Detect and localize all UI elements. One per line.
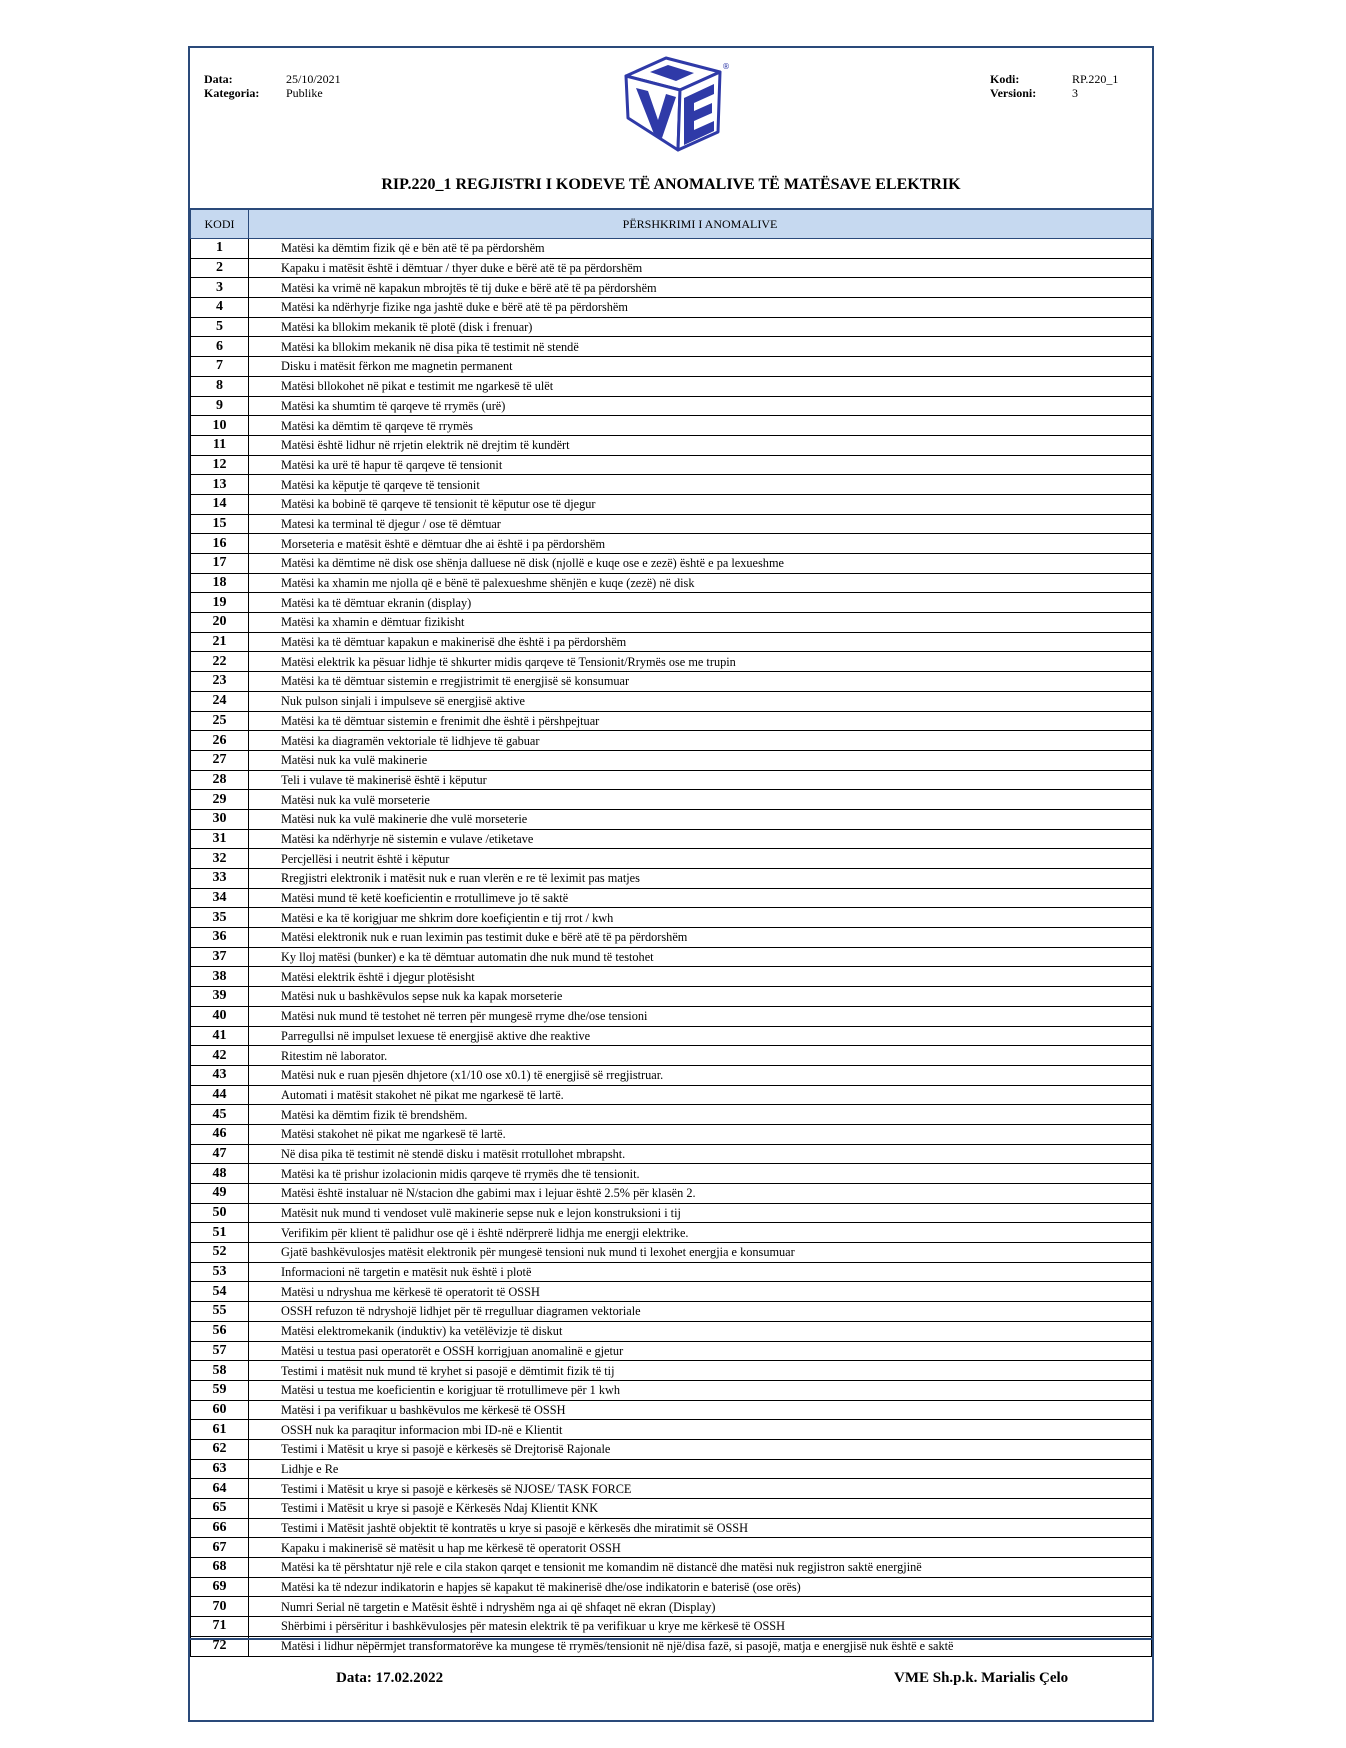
table-row <box>191 888 1152 908</box>
anomaly-description: Matësi ka të prishur izolacionin midis qarqeve të rrymës dhe të tensionit. <box>249 1164 1152 1184</box>
anomaly-code: 69 <box>191 1577 249 1597</box>
anomaly-description: Matësi ka dëmtim të qarqeve të rrymës <box>249 416 1152 436</box>
version-label: Versioni: <box>990 86 1037 100</box>
anomaly-code: 9 <box>191 396 249 416</box>
anomaly-description: Lidhje e Re <box>249 1459 1152 1479</box>
table-row <box>191 1538 1152 1558</box>
anomaly-code: 59 <box>191 1380 249 1400</box>
anomaly-code: 19 <box>191 593 249 613</box>
anomaly-description: Matësi e ka të korigjuar me shkrim dore koefiçientin e tij rrot / kwh <box>249 908 1152 928</box>
document-frame <box>188 46 1154 1722</box>
anomaly-description: Matesi ka terminal të djegur / ose të dëmtuar <box>249 514 1152 534</box>
table-row <box>191 396 1152 416</box>
anomaly-description: Matësi u testua me koeficientin e korigjuar të rrotullimeve për 1 kwh <box>249 1380 1152 1400</box>
anomaly-code: 39 <box>191 987 249 1007</box>
anomaly-code: 35 <box>191 908 249 928</box>
anomaly-description: Matësi nuk ka vulë makinerie dhe vulë morseterie <box>249 809 1152 829</box>
anomaly-description: Matësi ka dëmtim fizik që e bën atë të pa përdorshëm <box>249 239 1152 259</box>
table-row <box>191 1380 1152 1400</box>
anomaly-description: Matësi elektromekanik (induktiv) ka vetëlëvizje të diskut <box>249 1321 1152 1341</box>
anomaly-description: Testimi i Matësit u krye si pasojë e Kërkesës Ndaj Klientit KNK <box>249 1499 1152 1519</box>
anomaly-code: 20 <box>191 613 249 633</box>
table-row <box>191 337 1152 357</box>
meta-right <box>990 72 1118 100</box>
anomaly-code: 65 <box>191 1499 249 1519</box>
anomaly-code: 36 <box>191 928 249 948</box>
anomaly-description: Matësi nuk u bashkëvulos sepse nuk ka kapak morseterie <box>249 987 1152 1007</box>
anomaly-code: 44 <box>191 1085 249 1105</box>
document-header <box>190 48 1152 208</box>
table-row <box>191 1184 1152 1204</box>
anomaly-code: 22 <box>191 652 249 672</box>
anomaly-description: Matësi ka ndërhyrje në sistemin e vulave /etiketave <box>249 829 1152 849</box>
anomaly-description: Matësi mund të ketë koeficientin e rrotullimeve jo të saktë <box>249 888 1152 908</box>
table-row <box>191 1420 1152 1440</box>
anomaly-description: Disku i matësit fërkon me magnetin permanent <box>249 357 1152 377</box>
anomaly-code: 66 <box>191 1518 249 1538</box>
table-row <box>191 1124 1152 1144</box>
anomaly-description: Matësi është instaluar në N/stacion dhe gabimi max i lejuar është 2.5% për klasën 2. <box>249 1184 1152 1204</box>
anomaly-code: 61 <box>191 1420 249 1440</box>
category-value: Publike <box>286 86 323 100</box>
anomaly-code: 68 <box>191 1558 249 1578</box>
anomaly-code: 25 <box>191 711 249 731</box>
date-label: Data: <box>204 72 233 86</box>
anomaly-code: 13 <box>191 475 249 495</box>
anomaly-description: Testimi i Matësit jashtë objektit të kontratës u krye si pasojë e kërkesës dhe miratimit së OSSH <box>249 1518 1152 1538</box>
table-header-row <box>191 209 1152 239</box>
anomaly-description: OSSH refuzon të ndryshojë lidhjet për të rregulluar diagramen vektoriale <box>249 1302 1152 1322</box>
anomaly-code: 5 <box>191 317 249 337</box>
anomaly-description: OSSH nuk ka paraqitur informacion mbi ID-në e Klientit <box>249 1420 1152 1440</box>
table-row <box>191 1065 1152 1085</box>
anomaly-code: 7 <box>191 357 249 377</box>
footer-company: VME Sh.p.k. Marialis Çelo <box>894 1670 1069 1686</box>
anomaly-code: 23 <box>191 672 249 692</box>
date-value: 25/10/2021 <box>286 72 341 86</box>
anomaly-code: 15 <box>191 514 249 534</box>
table-row <box>191 1026 1152 1046</box>
table-row <box>191 1577 1152 1597</box>
anomaly-description: Automati i matësit stakohet në pikat me ngarkesë të lartë. <box>249 1085 1152 1105</box>
anomaly-code: 6 <box>191 337 249 357</box>
anomaly-description: Ky lloj matësi (bunker) e ka të dëmtuar automatin dhe nuk mund të testohet <box>249 947 1152 967</box>
table-row <box>191 1439 1152 1459</box>
table-row <box>191 809 1152 829</box>
anomaly-description: Matësi ka të dëmtuar kapakun e makinerisë dhe është i pa përdorshëm <box>249 632 1152 652</box>
anomaly-code: 2 <box>191 258 249 278</box>
anomaly-code: 47 <box>191 1144 249 1164</box>
anomaly-code: 30 <box>191 809 249 829</box>
table-row <box>191 494 1152 514</box>
anomaly-code: 70 <box>191 1597 249 1617</box>
table-row <box>191 1617 1152 1637</box>
anomaly-code: 11 <box>191 435 249 455</box>
anomaly-code: 40 <box>191 1006 249 1026</box>
anomaly-description: Matësi stakohet në pikat me ngarkesë të lartë. <box>249 1124 1152 1144</box>
anomaly-code: 63 <box>191 1459 249 1479</box>
table-row <box>191 691 1152 711</box>
anomaly-description: Parregullsi në impulset lexuese të energjisë aktive dhe reaktive <box>249 1026 1152 1046</box>
column-header-description: PËRSHKRIMI I ANOMALIVE <box>249 209 1152 239</box>
anomaly-code: 60 <box>191 1400 249 1420</box>
table-row <box>191 711 1152 731</box>
table-row <box>191 1164 1152 1184</box>
table-row <box>191 967 1152 987</box>
table-row <box>191 1006 1152 1026</box>
anomaly-description: Rregjistri elektronik i matësit nuk e ruan vlerën e re të leximit pas matjes <box>249 869 1152 889</box>
table-row <box>191 1459 1152 1479</box>
table-body <box>191 239 1152 1657</box>
anomaly-code: 14 <box>191 494 249 514</box>
anomaly-code: 26 <box>191 731 249 751</box>
anomaly-description: Ritestim në laborator. <box>249 1046 1152 1066</box>
anomaly-code: 51 <box>191 1223 249 1243</box>
table-row <box>191 1046 1152 1066</box>
table-row <box>191 613 1152 633</box>
anomaly-description: Matësi elektronik nuk e ruan leximin pas testimit duke e bërë atë të pa përdorshëm <box>249 928 1152 948</box>
table-row <box>191 278 1152 298</box>
anomaly-code: 17 <box>191 554 249 574</box>
anomaly-description: Matësi nuk e ruan pjesën dhjetore (x1/10 ose x0.1) të energjisë së rregjistruar. <box>249 1065 1152 1085</box>
table-row <box>191 1203 1152 1223</box>
anomaly-code: 33 <box>191 869 249 889</box>
anomaly-description: Matësi ka vrimë në kapakun mbrojtës të tij duke e bërë atë të pa përdorshëm <box>249 278 1152 298</box>
anomaly-description: Matësi ka dëmtim fizik të brendshëm. <box>249 1105 1152 1125</box>
anomaly-description: Në disa pika të testimit në stendë disku i matësit rrotullohet mbrapsht. <box>249 1144 1152 1164</box>
anomaly-code: 48 <box>191 1164 249 1184</box>
anomaly-description: Matësi ka këputje të qarqeve të tensionit <box>249 475 1152 495</box>
table-row <box>191 1341 1152 1361</box>
category-label: Kategoria: <box>204 86 260 100</box>
anomaly-code: 54 <box>191 1282 249 1302</box>
table-row <box>191 632 1152 652</box>
anomaly-description: Testimi i matësit nuk mund të kryhet si pasojë e dëmtimit fizik të tij <box>249 1361 1152 1381</box>
anomaly-description: Matësi ka urë të hapur të qarqeve të tensionit <box>249 455 1152 475</box>
anomaly-description: Matësi ka ndërhyrje fizike nga jashtë duke e bërë atë të pa përdorshëm <box>249 298 1152 318</box>
anomaly-description: Matësit nuk mund ti vendoset vulë makinerie sepse nuk e lejon konstruksioni i tij <box>249 1203 1152 1223</box>
table-row <box>191 435 1152 455</box>
anomaly-code: 1 <box>191 239 249 259</box>
anomaly-code: 3 <box>191 278 249 298</box>
anomaly-description: Matësi është lidhur në rrjetin elektrik në drejtim të kundërt <box>249 435 1152 455</box>
table-row <box>191 849 1152 869</box>
table-row <box>191 770 1152 790</box>
table-row <box>191 317 1152 337</box>
anomaly-description: Matësi i lidhur nëpërmjet transformatorëve ka mungese të rrymës/tensionit në një/disa fazë, si pasojë, matja e energjisë nuk është e saktë <box>249 1636 1152 1656</box>
vme-logo <box>620 54 730 154</box>
anomaly-description: Matësi ka xhamin e dëmtuar fizikisht <box>249 613 1152 633</box>
code-value: RP.220_1 <box>1072 72 1119 86</box>
anomaly-description: Matësi ka xhamin me njolla që e bënë të palexueshme shënjën e kuqe (zezë) në disk <box>249 573 1152 593</box>
document-footer <box>190 1638 1152 1720</box>
table-row <box>191 1105 1152 1125</box>
table-row <box>191 416 1152 436</box>
table-row <box>191 1597 1152 1617</box>
table-row <box>191 1558 1152 1578</box>
anomaly-code: 12 <box>191 455 249 475</box>
table-row <box>191 652 1152 672</box>
anomaly-description: Matësi ka diagramën vektoriale të lidhjeve të gabuar <box>249 731 1152 751</box>
table-row <box>191 258 1152 278</box>
anomaly-description: Matësi ka bllokim mekanik në disa pika të testimit në stendë <box>249 337 1152 357</box>
anomaly-table <box>190 208 1152 1657</box>
anomaly-description: Matësi u ndryshua me kërkesë të operatorit të OSSH <box>249 1282 1152 1302</box>
table-row <box>191 750 1152 770</box>
anomaly-code: 41 <box>191 1026 249 1046</box>
anomaly-code: 27 <box>191 750 249 770</box>
anomaly-description: Matësi ka dëmtime në disk ose shënja dalluese në disk (njollë e kuqe ose e zezë) është e pa lexueshme <box>249 554 1152 574</box>
anomaly-code: 34 <box>191 888 249 908</box>
anomaly-code: 37 <box>191 947 249 967</box>
anomaly-code: 58 <box>191 1361 249 1381</box>
anomaly-code: 21 <box>191 632 249 652</box>
footer-date: Data: 17.02.2022 <box>336 1670 444 1686</box>
anomaly-description: Matësi ka të dëmtuar ekranin (display) <box>249 593 1152 613</box>
anomaly-code: 38 <box>191 967 249 987</box>
table-row <box>191 1400 1152 1420</box>
anomaly-code: 67 <box>191 1538 249 1558</box>
anomaly-code: 72 <box>191 1636 249 1656</box>
table-row <box>191 376 1152 396</box>
anomaly-description: Matësi ka bllokim mekanik të plotë (disk i frenuar) <box>249 317 1152 337</box>
anomaly-description: Matësi ka shumtim të qarqeve të rrymës (urë) <box>249 396 1152 416</box>
table-row <box>191 790 1152 810</box>
table-row <box>191 475 1152 495</box>
table-row <box>191 534 1152 554</box>
table-row <box>191 1085 1152 1105</box>
anomaly-description: Morseteria e matësit është e dëmtuar dhe ai është i pa përdorshëm <box>249 534 1152 554</box>
table-row <box>191 1223 1152 1243</box>
table-row <box>191 1518 1152 1538</box>
anomaly-code: 28 <box>191 770 249 790</box>
anomaly-description: Nuk pulson sinjali i impulseve së energjisë aktive <box>249 691 1152 711</box>
table-row <box>191 298 1152 318</box>
table-row <box>191 1282 1152 1302</box>
anomaly-code: 55 <box>191 1302 249 1322</box>
table-row <box>191 239 1152 259</box>
anomaly-description: Matësi bllokohet në pikat e testimit me ngarkesë të ulët <box>249 376 1152 396</box>
anomaly-code: 56 <box>191 1321 249 1341</box>
anomaly-description: Testimi i Matësit u krye si pasojë e kërkesës së Drejtorisë Rajonale <box>249 1439 1152 1459</box>
version-value: 3 <box>1072 86 1078 100</box>
anomaly-description: Matësi ka të dëmtuar sistemin e frenimit dhe është i përshpejtuar <box>249 711 1152 731</box>
anomaly-description: Testimi i Matësit u krye si pasojë e kërkesës së NJOSE/ TASK FORCE <box>249 1479 1152 1499</box>
anomaly-description: Matësi ka të ndezur indikatorin e hapjes së kapakut të makinerisë dhe/ose indikatorin e baterisë (ose orës) <box>249 1577 1152 1597</box>
anomaly-code: 52 <box>191 1243 249 1263</box>
table-row <box>191 731 1152 751</box>
table-row <box>191 593 1152 613</box>
table-row <box>191 1302 1152 1322</box>
anomaly-description: Matësi ka të dëmtuar sistemin e rregjistrimit të energjisë së konsumuar <box>249 672 1152 692</box>
column-header-code: KODI <box>191 209 249 239</box>
anomaly-code: 29 <box>191 790 249 810</box>
anomaly-description: Matësi ka të përshtatur një rele e cila stakon qarqet e tensionit me komandim në distancë dhe matësi nuk regjistron saktë energjinë <box>249 1558 1152 1578</box>
anomaly-description: Shërbimi i përsëritur i bashkëvulosjes për matesin elektrik të pa verifikuar u krye me kërkesë të OSSH <box>249 1617 1152 1637</box>
anomaly-description: Gjatë bashkëvulosjes matësit elektronik për mungesë tensioni nuk mund ti lexohet energjia e konsumuar <box>249 1243 1152 1263</box>
anomaly-description: Informacioni në targetin e matësit nuk është i plotë <box>249 1262 1152 1282</box>
table-row <box>191 357 1152 377</box>
anomaly-code: 18 <box>191 573 249 593</box>
anomaly-code: 50 <box>191 1203 249 1223</box>
anomaly-description: Matësi ka bobinë të qarqeve të tensionit të këputur ose të djegur <box>249 494 1152 514</box>
anomaly-description: Matësi u testua pasi operatorët e OSSH korrigjuan anomalinë e gjetur <box>249 1341 1152 1361</box>
anomaly-code: 4 <box>191 298 249 318</box>
table-row <box>191 672 1152 692</box>
anomaly-description: Kapaku i makinerisë së matësit u hap me kërkesë të operatorit OSSH <box>249 1538 1152 1558</box>
code-label: Kodi: <box>990 72 1020 86</box>
anomaly-code: 32 <box>191 849 249 869</box>
anomaly-code: 24 <box>191 691 249 711</box>
anomaly-code: 71 <box>191 1617 249 1637</box>
anomaly-description: Matësi elektrik është i djegur plotësisht <box>249 967 1152 987</box>
anomaly-description: Percjellësi i neutrit është i këputur <box>249 849 1152 869</box>
document-title: RIP.220_1 REGJISTRI I KODEVE TË ANOMALIVE TË MATËSAVE ELEKTRIK <box>381 176 961 193</box>
anomaly-code: 16 <box>191 534 249 554</box>
table-row <box>191 829 1152 849</box>
table-row <box>191 1499 1152 1519</box>
table-row <box>191 573 1152 593</box>
anomaly-code: 31 <box>191 829 249 849</box>
anomaly-description: Matësi nuk ka vulë morseterie <box>249 790 1152 810</box>
registered-mark: ® <box>722 62 730 71</box>
anomaly-description: Verifikim për klient të palidhur ose që i është ndërprerë lidhja me energji elektrike. <box>249 1223 1152 1243</box>
anomaly-code: 43 <box>191 1065 249 1085</box>
table-row <box>191 869 1152 889</box>
anomaly-code: 42 <box>191 1046 249 1066</box>
table-row <box>191 947 1152 967</box>
anomaly-code: 49 <box>191 1184 249 1204</box>
table-row <box>191 554 1152 574</box>
meta-left <box>204 72 341 100</box>
table-row <box>191 1361 1152 1381</box>
table-row <box>191 908 1152 928</box>
table-row <box>191 1262 1152 1282</box>
anomaly-code: 62 <box>191 1439 249 1459</box>
anomaly-code: 46 <box>191 1124 249 1144</box>
anomaly-description: Matësi nuk mund të testohet në terren për mungesë rryme dhe/ose tensioni <box>249 1006 1152 1026</box>
anomaly-description: Matësi nuk ka vulë makinerie <box>249 750 1152 770</box>
anomaly-code: 10 <box>191 416 249 436</box>
anomaly-description: Kapaku i matësit është i dëmtuar / thyer duke e bërë atë të pa përdorshëm <box>249 258 1152 278</box>
table-row <box>191 1321 1152 1341</box>
anomaly-code: 64 <box>191 1479 249 1499</box>
anomaly-description: Teli i vulave të makinerisë është i këputur <box>249 770 1152 790</box>
table-row <box>191 928 1152 948</box>
table-row <box>191 455 1152 475</box>
table-row <box>191 1144 1152 1164</box>
anomaly-description: Matësi i pa verifikuar u bashkëvulos me kërkesë të OSSH <box>249 1400 1152 1420</box>
anomaly-description: Matësi elektrik ka pësuar lidhje të shkurter midis qarqeve të Tensionit/Rrymës ose me trupin <box>249 652 1152 672</box>
table-row <box>191 1243 1152 1263</box>
table-row <box>191 1479 1152 1499</box>
table-row <box>191 514 1152 534</box>
anomaly-description: Numri Serial në targetin e Matësit është i ndryshëm nga ai që shfaqet në ekran (Display) <box>249 1597 1152 1617</box>
anomaly-code: 45 <box>191 1105 249 1125</box>
table-row <box>191 987 1152 1007</box>
anomaly-code: 53 <box>191 1262 249 1282</box>
anomaly-code: 8 <box>191 376 249 396</box>
anomaly-code: 57 <box>191 1341 249 1361</box>
